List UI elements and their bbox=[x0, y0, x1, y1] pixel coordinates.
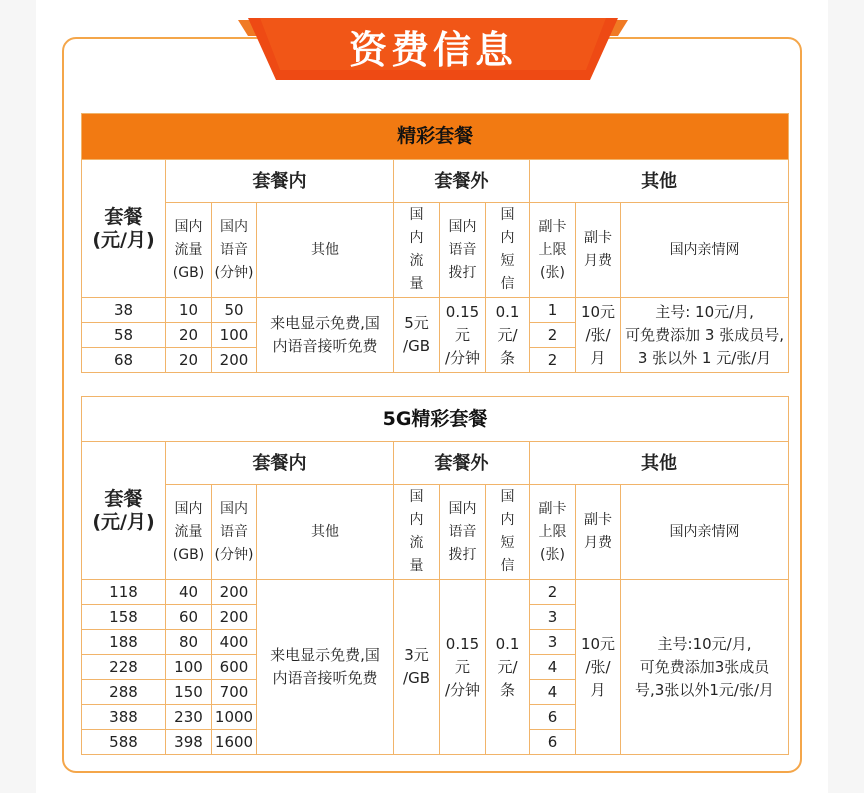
subheader-sub-card-fee: 副卡 月费 bbox=[576, 203, 621, 298]
subheader-domestic-voice: 国内 语音 (分钟) bbox=[212, 203, 257, 298]
voice-minutes: 1600 bbox=[212, 730, 257, 755]
sub-card-limit: 3 bbox=[530, 630, 576, 655]
group-header-inside: 套餐内 bbox=[166, 160, 394, 203]
out-sms-rate: 0.1 元/ 条 bbox=[486, 580, 530, 755]
package-price: 38 bbox=[82, 298, 166, 323]
sub-card-fee: 10元 /张/ 月 bbox=[576, 580, 621, 755]
subheader-domestic-voice: 国内 语音 (分钟) bbox=[212, 485, 257, 580]
group-header-outside: 套餐外 bbox=[394, 442, 530, 485]
family-network-terms: 主号: 10元/月, 可免费添加 3 张成员号, 3 张以外 1 元/张/月 bbox=[621, 298, 789, 373]
subheader-domestic-data: 国内 流量 (GB) bbox=[166, 203, 212, 298]
group-header-inside: 套餐内 bbox=[166, 442, 394, 485]
plan-table-5g bbox=[81, 396, 789, 755]
subheader-sub-card-limit: 副卡 上限 (张) bbox=[530, 485, 576, 580]
subheader-domestic-data: 国内 流量 (GB) bbox=[166, 485, 212, 580]
voice-minutes: 700 bbox=[212, 680, 257, 705]
table-title: 5G精彩套餐 bbox=[82, 397, 789, 442]
banner-title: 资费信息 bbox=[348, 28, 517, 72]
voice-minutes: 200 bbox=[212, 348, 257, 373]
data-allowance: 150 bbox=[166, 680, 212, 705]
out-sms-rate: 0.1 元/ 条 bbox=[486, 298, 530, 373]
subheader-family-network: 国内亲情网 bbox=[621, 485, 789, 580]
plan-table-standard bbox=[81, 113, 789, 373]
sub-card-limit: 3 bbox=[530, 605, 576, 630]
subheader-family-network: 国内亲情网 bbox=[621, 203, 789, 298]
package-price: 188 bbox=[82, 630, 166, 655]
voice-minutes: 100 bbox=[212, 323, 257, 348]
package-price: 388 bbox=[82, 705, 166, 730]
subheader-extra: 其他 bbox=[257, 485, 394, 580]
package-price: 68 bbox=[82, 348, 166, 373]
subheader-out-voice: 国内 语音 拨打 bbox=[440, 203, 486, 298]
sub-card-limit: 6 bbox=[530, 730, 576, 755]
subheader-extra: 其他 bbox=[257, 203, 394, 298]
group-header-other: 其他 bbox=[530, 160, 789, 203]
data-allowance: 20 bbox=[166, 323, 212, 348]
out-data-rate: 5元 /GB bbox=[394, 298, 440, 373]
extra-benefits: 来电显示免费,国 内语音接听免费 bbox=[257, 298, 394, 373]
voice-minutes: 50 bbox=[212, 298, 257, 323]
package-price: 228 bbox=[82, 655, 166, 680]
subheader-out-data: 国 内 流 量 bbox=[394, 203, 440, 298]
package-price: 118 bbox=[82, 580, 166, 605]
table-title: 精彩套餐 bbox=[82, 114, 789, 160]
extra-benefits: 来电显示免费,国 内语音接听免费 bbox=[257, 580, 394, 755]
data-allowance: 60 bbox=[166, 605, 212, 630]
sub-card-limit: 2 bbox=[530, 348, 576, 373]
subheader-out-data: 国 内 流 量 bbox=[394, 485, 440, 580]
package-price-header: 套餐 (元/月) bbox=[82, 442, 166, 580]
voice-minutes: 1000 bbox=[212, 705, 257, 730]
out-voice-rate: 0.15 元 /分钟 bbox=[440, 580, 486, 755]
package-price-header: 套餐 (元/月) bbox=[82, 160, 166, 298]
subheader-sub-card-fee: 副卡 月费 bbox=[576, 485, 621, 580]
sub-card-limit: 4 bbox=[530, 680, 576, 705]
sub-card-limit: 1 bbox=[530, 298, 576, 323]
table-row bbox=[82, 298, 789, 323]
sub-card-fee: 10元 /张/ 月 bbox=[576, 298, 621, 373]
sub-card-limit: 4 bbox=[530, 655, 576, 680]
package-price: 288 bbox=[82, 680, 166, 705]
sub-card-limit: 6 bbox=[530, 705, 576, 730]
voice-minutes: 200 bbox=[212, 580, 257, 605]
package-price: 588 bbox=[82, 730, 166, 755]
data-allowance: 80 bbox=[166, 630, 212, 655]
subheader-out-sms: 国 内 短 信 bbox=[486, 203, 530, 298]
group-header-other: 其他 bbox=[530, 442, 789, 485]
voice-minutes: 600 bbox=[212, 655, 257, 680]
data-allowance: 230 bbox=[166, 705, 212, 730]
sub-card-limit: 2 bbox=[530, 323, 576, 348]
data-allowance: 100 bbox=[166, 655, 212, 680]
family-network-terms: 主号:10元/月, 可免费添加3张成员 号,3张以外1元/张/月 bbox=[621, 580, 789, 755]
data-allowance: 10 bbox=[166, 298, 212, 323]
banner bbox=[238, 14, 628, 84]
subheader-out-voice: 国内 语音 拨打 bbox=[440, 485, 486, 580]
sub-card-limit: 2 bbox=[530, 580, 576, 605]
data-allowance: 398 bbox=[166, 730, 212, 755]
voice-minutes: 200 bbox=[212, 605, 257, 630]
package-price: 158 bbox=[82, 605, 166, 630]
table-row bbox=[82, 580, 789, 605]
group-header-outside: 套餐外 bbox=[394, 160, 530, 203]
subheader-out-sms: 国 内 短 信 bbox=[486, 485, 530, 580]
data-allowance: 40 bbox=[166, 580, 212, 605]
data-allowance: 20 bbox=[166, 348, 212, 373]
package-price: 58 bbox=[82, 323, 166, 348]
subheader-sub-card-limit: 副卡 上限 (张) bbox=[530, 203, 576, 298]
voice-minutes: 400 bbox=[212, 630, 257, 655]
out-data-rate: 3元 /GB bbox=[394, 580, 440, 755]
out-voice-rate: 0.15 元 /分钟 bbox=[440, 298, 486, 373]
